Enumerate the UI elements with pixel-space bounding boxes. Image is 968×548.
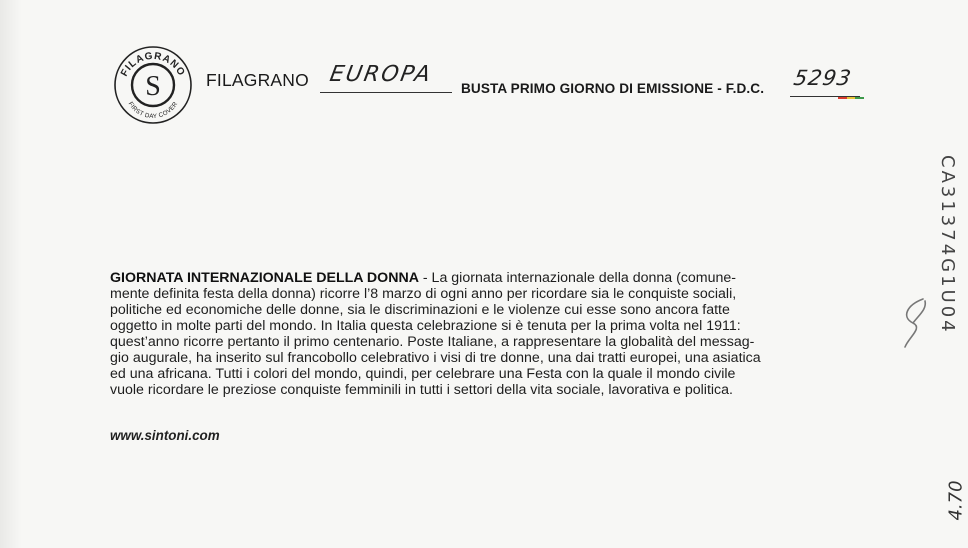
handwritten-scribble (895, 295, 935, 355)
fdc-number-handwritten: 5293 (791, 66, 854, 90)
description-heading: GIORNATA INTERNAZIONALE DELLA DONNA (110, 270, 419, 286)
svg-text:FIRST DAY COVER (127, 100, 180, 120)
handwritten-corner-note: 4.70 (945, 480, 967, 521)
accent-green (855, 97, 864, 99)
fdc-label: BUSTA PRIMO GIORNO DI EMISSIONE - F.D.C. (461, 81, 765, 96)
description-line: mente definita festa della donna) ricorre l’8 marzo di ogni anno per ricordare sia le conquiste sociali, (110, 286, 737, 302)
description-line: politiche ed economiche delle donne, sia le discriminazioni e le violenze cui esse sono ancora fatte (110, 302, 730, 318)
description-line: gio augurale, ha inserito sul francobollo celebrativo i visi di tre donne, una dai tratti europei, una asiatica (110, 350, 761, 366)
brand-name: FILAGRANO (206, 70, 309, 90)
logo-bottom-text: FIRST DAY COVER (126, 100, 180, 121)
logo-monogram: S (145, 71, 161, 102)
handwritten-side-code: CA31374G1U04 (937, 155, 958, 335)
description-line: ed una africana. Tutti i colori del mondo, quindi, per celebrare una Festa con la quale il mondo civile (110, 366, 736, 382)
tricolor-accent (838, 97, 864, 99)
accent-yellow (847, 97, 856, 99)
description-text: - La giornata internazionale della donna (comune- (418, 270, 737, 286)
description-paragraph (110, 270, 870, 398)
description-line: vuole ricordare le preziose conquiste femminili in tutti i settori della vita sociale, lavorativa e politica. (110, 382, 733, 398)
website-link[interactable]: www.sintoni.com (110, 428, 220, 443)
logo-ring-text: FILAGRANO (118, 50, 188, 79)
description-line: oggetto in molte parti del mondo. In Italia questa celebrazione si è tenuta per la prima volta nel 1911: (110, 318, 741, 334)
description-line: quest’anno ricorre pertanto il primo centenario. Poste Italiane, a rappresentare la globalità del messag- (110, 334, 755, 350)
description-line-1 (110, 270, 870, 286)
series-handwritten: EUROPA (327, 62, 435, 87)
filagrano-logo (112, 44, 194, 126)
accent-red (838, 97, 847, 99)
scan-edge-shadow (0, 0, 22, 548)
series-underline (320, 92, 452, 93)
